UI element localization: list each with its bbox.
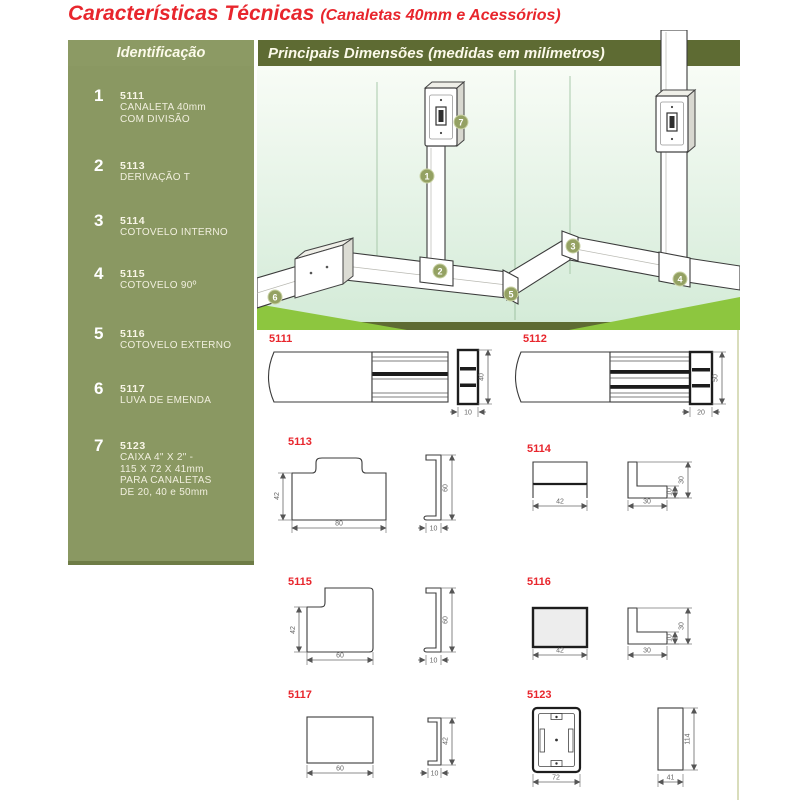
svg-text:5112: 5112	[523, 333, 547, 345]
sidebar-item-5113	[68, 156, 254, 184]
installation-illustration	[257, 30, 740, 330]
item-number: 4	[94, 264, 104, 283]
sidebar-item-5111	[68, 86, 254, 125]
sidebar-item-5114	[68, 211, 254, 239]
sidebar-item-5115	[68, 264, 254, 292]
svg-text:60: 60	[336, 765, 344, 773]
svg-text:10: 10	[464, 409, 472, 417]
identification-header	[68, 40, 254, 66]
item-code: 5113	[120, 160, 146, 172]
sidebar-item-5117	[68, 379, 254, 407]
svg-text:3: 3	[570, 241, 576, 252]
svg-text:5115: 5115	[288, 576, 312, 588]
svg-text:42: 42	[442, 737, 450, 745]
svg-text:50: 50	[712, 374, 720, 382]
svg-text:42: 42	[556, 647, 564, 655]
svg-text:5123: 5123	[527, 689, 552, 701]
svg-text:5: 5	[508, 289, 514, 300]
drawing-5115	[288, 576, 456, 665]
svg-text:40: 40	[478, 373, 486, 381]
svg-text:1: 1	[424, 171, 430, 182]
switch-box-left	[425, 82, 464, 146]
svg-text:30: 30	[678, 622, 686, 630]
item-description: CANALETA 40mm COM DIVISÃO	[120, 102, 206, 125]
item-code: 5114	[120, 215, 146, 227]
item-number: 7	[94, 436, 104, 455]
callout-2	[433, 264, 447, 278]
callout-1	[420, 169, 434, 183]
svg-text:60: 60	[442, 616, 450, 624]
item-description: CAIXA 4" X 2" - 115 X 72 X 41mm PARA CANALETAS DE 20, 40 e 50mm	[120, 452, 212, 498]
item-code: 5123	[120, 440, 146, 452]
item-description: COTOVELO INTERNO	[120, 227, 228, 238]
page-title	[68, 2, 561, 26]
item-number: 3	[94, 211, 104, 230]
callout-7	[454, 115, 468, 129]
item-code: 5111	[120, 90, 145, 102]
svg-text:72: 72	[552, 774, 560, 782]
item-code: 5116	[120, 328, 146, 340]
svg-text:10: 10	[666, 488, 674, 496]
svg-text:42: 42	[290, 626, 297, 634]
item-code: 5117	[120, 383, 146, 395]
item-description: LUVA DE EMENDA	[120, 395, 212, 406]
svg-text:42: 42	[274, 492, 281, 500]
title-sub: (Canaletas 40mm e Acessórios)	[320, 7, 561, 24]
svg-text:5113: 5113	[288, 436, 312, 448]
svg-text:60: 60	[336, 652, 344, 660]
identification-header-label: Identificação	[116, 45, 206, 61]
sidebar-item-5123	[68, 436, 254, 498]
svg-text:20: 20	[697, 409, 705, 417]
drawing-5112	[516, 333, 727, 417]
svg-text:30: 30	[678, 476, 686, 484]
item-number: 2	[94, 156, 104, 175]
drawing-5111	[269, 333, 493, 417]
item-number: 6	[94, 379, 104, 398]
callout-6	[268, 290, 282, 304]
svg-text:5111: 5111	[269, 333, 293, 345]
sidebar-item-5116	[68, 324, 254, 352]
drawing-5114	[527, 443, 692, 511]
switch-box-right	[656, 90, 695, 152]
title-main: Características Técnicas	[68, 2, 315, 25]
svg-text:80: 80	[335, 520, 343, 528]
svg-text:5117: 5117	[288, 689, 312, 701]
svg-text:7: 7	[458, 117, 464, 128]
item-code: 5115	[120, 268, 146, 280]
callout-4	[673, 272, 687, 286]
svg-text:60: 60	[442, 484, 450, 492]
svg-text:5114: 5114	[527, 443, 551, 455]
callout-5	[504, 287, 518, 301]
item-number: 1	[94, 86, 104, 105]
item-description: COTOVELO 90º	[120, 280, 197, 291]
drawing-5123	[527, 689, 698, 787]
svg-text:10: 10	[429, 525, 438, 533]
svg-text:10: 10	[430, 770, 439, 778]
svg-text:114: 114	[684, 733, 692, 745]
svg-text:30: 30	[643, 498, 651, 506]
svg-text:10: 10	[429, 657, 438, 665]
identification-sidebar	[68, 66, 254, 565]
item-number: 5	[94, 324, 104, 343]
svg-text:4: 4	[677, 274, 683, 285]
svg-text:6: 6	[272, 292, 278, 303]
drawing-5113	[274, 436, 456, 533]
dimensions-header-label: Principais Dimensões (medidas em milímetros)	[268, 44, 605, 62]
svg-text:30: 30	[643, 647, 651, 655]
svg-text:10: 10	[666, 634, 674, 642]
svg-text:41: 41	[666, 774, 675, 782]
svg-text:5116: 5116	[527, 576, 551, 588]
item-description: COTOVELO EXTERNO	[120, 340, 232, 351]
drawing-5117	[288, 689, 456, 778]
callout-3	[566, 239, 580, 253]
vertical-raceway-right	[659, 30, 690, 287]
item-description: DERIVAÇÃO T	[120, 172, 191, 183]
svg-text:2: 2	[437, 266, 443, 277]
svg-text:42: 42	[556, 498, 564, 506]
technical-drawings	[255, 330, 755, 800]
drawing-5116	[527, 576, 692, 660]
